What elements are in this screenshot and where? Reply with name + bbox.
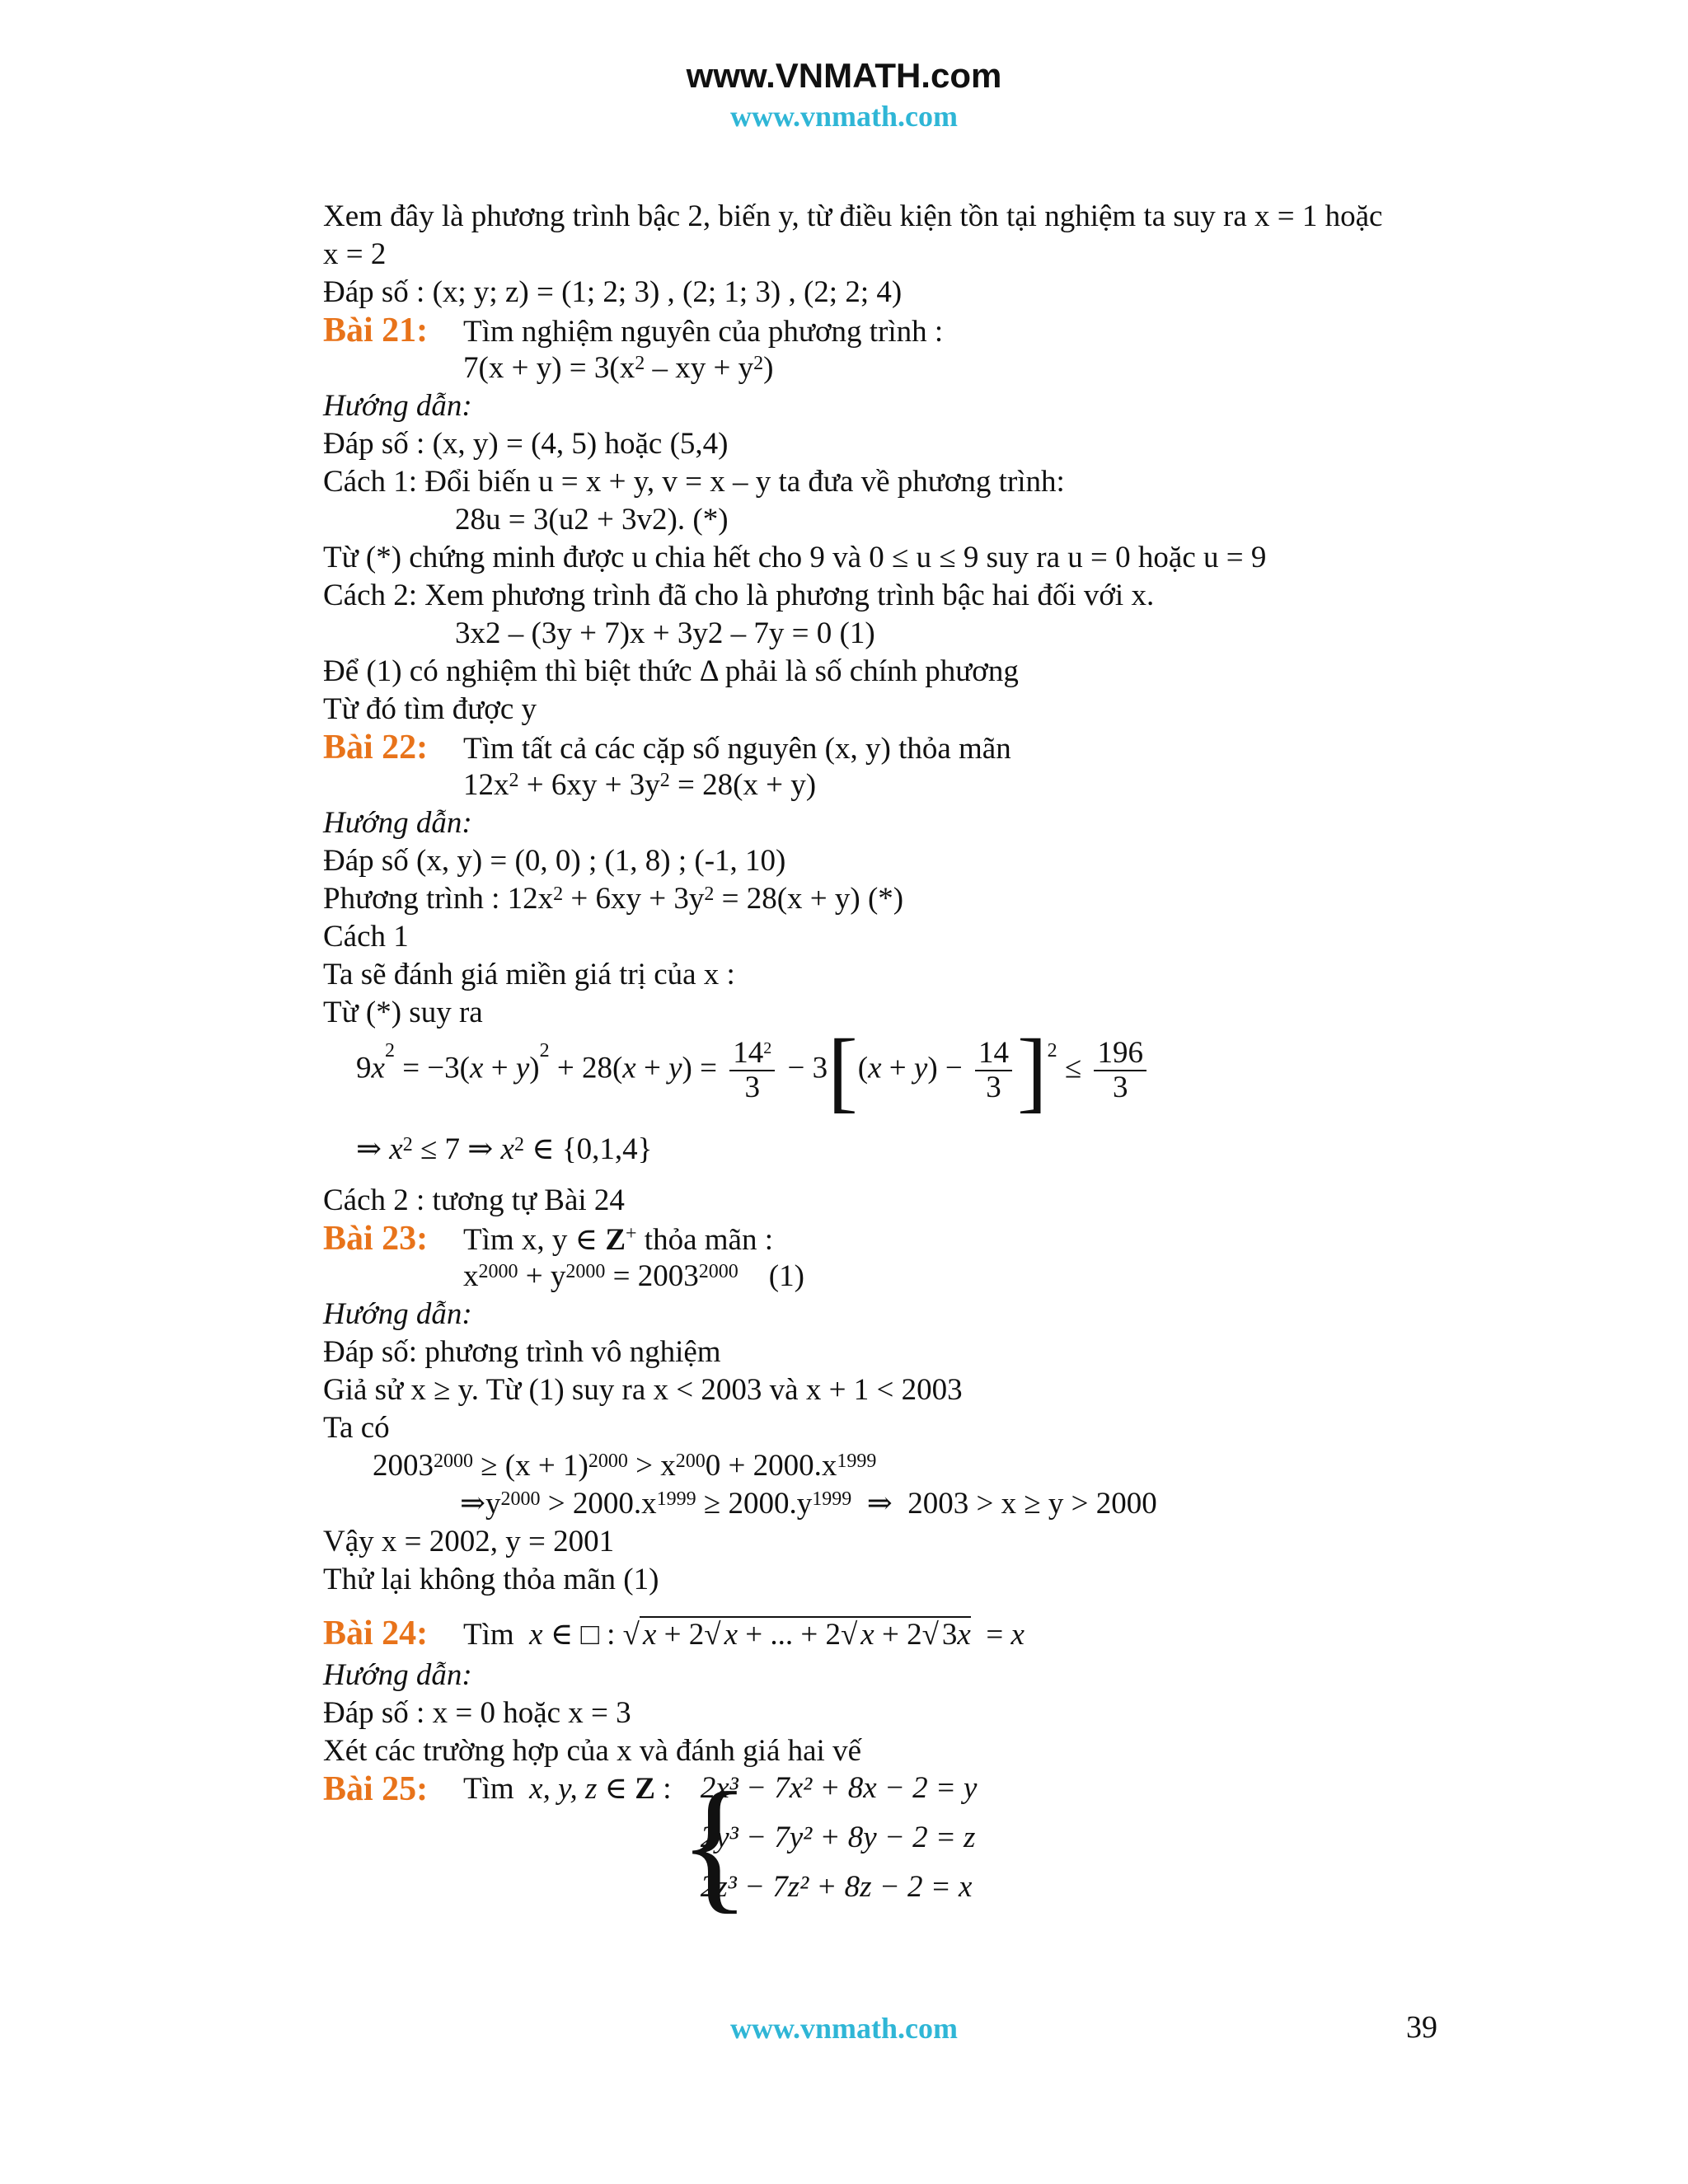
problem-title: Bài 25: — [323, 1770, 429, 1808]
math-conclusion: ⇒ $x^2 \le 7$ ⇒ $x^2$ ∈ {0,1,4} — [356, 1132, 653, 1166]
header-site-link[interactable]: www.vnmath.com — [730, 100, 958, 133]
text-line: Từ (*) suy ra — [323, 996, 483, 1029]
hint-label: Hướng dẫn: — [323, 1297, 472, 1331]
text-line: Từ (*) chứng minh được u chia hết cho 9 và 0 ≤ u ≤ 9 suy ra u = 0 hoặc u = 9 — [323, 541, 1267, 574]
problem-23-equation: $x^{2000} + y^{2000} = 2003^{2000}$ (1) — [463, 1259, 804, 1293]
problem-23-heading: Bài 23: Tìm x, y ∈ Z+ thỏa mãn : — [323, 1220, 773, 1258]
answer-line: Đáp số : (x, y) = (4, 5) hoặc (5,4) — [323, 427, 729, 461]
problem-title: Bài 22: — [323, 729, 429, 766]
equation-line: Phương trình : $12x^2 + 6xy + 3y^2 = 28(x + y)$ (*) — [323, 882, 904, 916]
text-line: Cách 1: Đổi biến u = x + y, v = x – y ta đưa về phương trình: — [323, 465, 1065, 499]
page-content — [323, 198, 1493, 1926]
header-brand: www.VNMATH.com — [686, 56, 1002, 95]
page-number: 39 — [1406, 2010, 1437, 2045]
answer-line: Đáp số: phương trình vô nghiệm — [323, 1335, 721, 1369]
problem-21-equation: $7(x + y) = 3(x^2$ – xy + $y^2$) — [463, 351, 774, 385]
hint-label: Hướng dẫn: — [323, 389, 472, 423]
text-line: Ta sẽ đánh giá miền giá trị của x : — [323, 958, 735, 991]
problem-21-heading: Bài 21: Tìm nghiệm nguyên của phương trình : — [323, 312, 944, 349]
text-line: Ta có — [323, 1411, 390, 1445]
equation-line: $\Rightarrow y^{2000} > 2000.x^{1999} \ge 2000.y^{1999}$ ⇒ 2003 > x ≥ y > 2000 — [460, 1487, 1157, 1521]
answer-line: Đáp số : x = 0 hoặc x = 3 — [323, 1696, 631, 1730]
equation-line: 28u = 3(u2 + 3v2). (*) — [455, 503, 729, 537]
text-line: Thử lại không thỏa mãn (1) — [323, 1563, 659, 1596]
problem-title: Bài 21: — [323, 312, 429, 349]
text-line: Giả sử x ≥ y. Từ (1) suy ra x < 2003 và x + 1 < 2003 — [323, 1373, 963, 1407]
equation-line: $2003^{2000} \ge (x + 1)^{2000} > x^{200}0 + 2000.x^{1999}$ — [373, 1449, 877, 1483]
problem-22-equation: $12x^2 + 6xy + 3y^2 = 28(x + y)$ — [463, 768, 817, 802]
text-line: Xem đây là phương trình bậc 2, biến y, từ điều kiện tồn tại nghiệm ta suy ra x = 1 hoặc — [323, 199, 1383, 233]
text-line: Đáp số : (x; y; z) = (1; 2; 3) , (2; 1; 3) , (2; 2; 4) — [323, 275, 903, 309]
footer-site-link[interactable]: www.vnmath.com — [730, 2012, 958, 2045]
equation-line: 3x2 – (3y + 7)x + 3y2 – 7y = 0 (1) — [455, 616, 875, 650]
problem-24-heading: Bài 24: Tìm x ∈ □ : √ x + 2√ x + ... + 2√ x + 2√ 3x = x — [323, 1599, 1493, 1657]
system-row: 2y³ − 7y² + 8y − 2 = z — [700, 1821, 976, 1854]
text-line: x = 2 — [323, 237, 387, 271]
text-line: Để (1) có nghiệm thì biệt thức Δ phải là số chính phương — [323, 654, 1019, 688]
system-row: 2x³ − 7x² + 8x − 2 = y — [700, 1771, 978, 1805]
text-line: Cách 2 : tương tự Bài 24 — [323, 1183, 625, 1217]
hint-label: Hướng dẫn: — [323, 806, 472, 840]
problem-title: Bài 24: — [323, 1615, 429, 1652]
problem-title: Bài 23: — [323, 1220, 429, 1258]
text-line: Từ đó tìm được y — [323, 692, 537, 726]
text-line: Cách 2: Xem phương trình đã cho là phương trình bậc hai đối với x. — [323, 579, 1155, 612]
text-line: Cách 1 — [323, 920, 409, 954]
equation-system: { 2x³ − 7x² + 8x − 2 = y 2y³ − 7y² + 8y − 2 = z 2z³ − 7z² + 8z − 2 = x — [678, 1762, 978, 1926]
text-line: Xét các trường hợp của x và đánh giá hai vế — [323, 1734, 861, 1768]
problem-25-heading: Bài 25: Tìm x, y, z ∈ Z : { 2x³ − 7x² + 8x − 2 = y 2y³ − 7y² + 8y − 2 = z 2z³ − 7z² + 8z − 2 = x — [323, 1762, 978, 1926]
hint-label: Hướng dẫn: — [323, 1658, 472, 1692]
system-row: 2z³ − 7z² + 8z − 2 = x — [700, 1870, 973, 1904]
problem-22-heading: Bài 22: Tìm tất cả các cặp số nguyên (x, y) thỏa mãn — [323, 729, 1011, 766]
text-line: Vậy x = 2002, y = 2001 — [323, 1525, 615, 1558]
math-inequality-block: $9x^2 = -3(x + y)^2 + 28(x + y)$ = $\frac{14^2}{3}$ − 3[(x + y) − $\frac{14}{3}$ ]$^2$ ≤ $\frac{196}{3}$ — [323, 1032, 1493, 1131]
answer-line: Đáp số (x, y) = (0, 0) ; (1, 8) ; (-1, 10) — [323, 844, 786, 878]
